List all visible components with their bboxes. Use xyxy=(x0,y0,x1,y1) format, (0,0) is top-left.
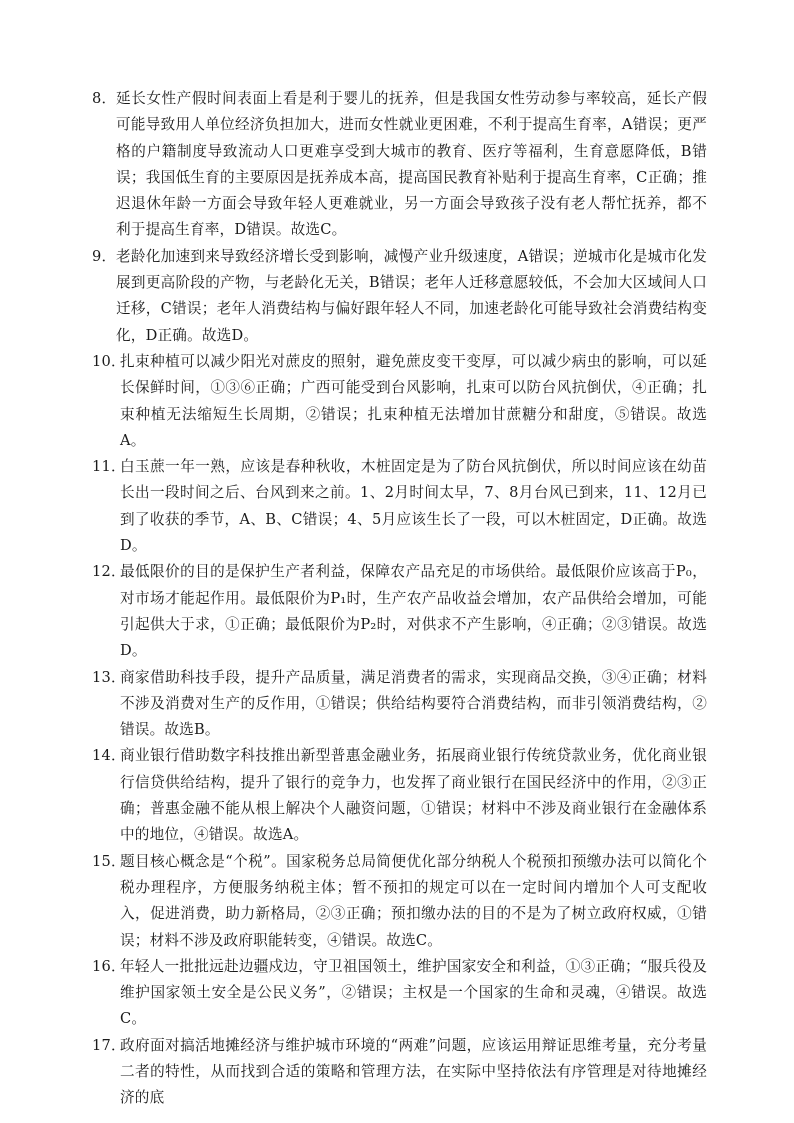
answer-number: 14． xyxy=(92,747,126,765)
answer-item-11 xyxy=(92,454,707,559)
answer-text: 白玉蔗一年一熟，应该是春种秋收，木桩固定是为了防台风抗倒伏，所以时间应该在幼苗长出一段时间之后、台风到来之前。1、2月时间太早，7、8月台风已到来，11、12月已到了收获的季节，A、B、C错误；4、5月应该生长了一段，可以木桩固定，D正确。故选D。 xyxy=(120,458,707,555)
answer-text: 最低限价的目的是保护生产者利益，保障农产品充足的市场供给。最低限价应该高于P₀，对市场才能起作用。最低限价为P₁时，生产农产品收益会增加，农产品供给会增加，可能引起供大于求，①正确；最低限价为P₂时，对供求不产生影响，④正确；②③错误。故选D。 xyxy=(120,563,707,660)
answer-text: 政府面对搞活地摊经济与维护城市环境的“两难”问题，应该运用辩证思维考量，充分考量二者的特性，从而找到合适的策略和管理方法，在实际中坚持依法有序管理是对待地摊经济的底 xyxy=(120,1036,707,1107)
answer-text: 扎束种植可以减少阳光对蔗皮的照射，避免蔗皮变干变厚，可以减少病虫的影响，可以延长保鲜时间，①③⑥正确；广西可能受到台风影响，扎束可以防台风抗倒伏，④正确；扎束种植无法缩短生长周期，②错误；扎束种植无法增加甘蔗糖分和甜度，⑤错误。故选A。 xyxy=(120,352,707,449)
answer-item-9 xyxy=(92,244,707,349)
answer-item-16 xyxy=(92,954,707,1033)
answer-number: 12． xyxy=(92,563,126,581)
answer-text: 题目核心概念是“个税”。国家税务总局简便优化部分纳税人个税预扣预缴办法可以简化个税办理程序，方便服务纳税主体；暂不预扣的规定可以在一定时间内增加个人可支配收入，促进消费，助力新格局，②③正确；预扣缴办法的目的不是为了树立政府权威，①错误；材料不涉及政府职能转变，④错误。故选C。 xyxy=(120,852,707,949)
answer-text: 老龄化加速到来导致经济增长受到影响，减慢产业升级速度，A错误；逆城市化是城市化发展到更高阶段的产物，与老龄化无关，B错误；老年人迁移意愿较低，不会加大区域间人口迁移，C错误；老年人消费结构与偏好跟年轻人不同，加速老龄化可能导致社会消费结构变化，D正确。故选D。 xyxy=(116,247,707,344)
answer-text: 商业银行借助数字科技推出新型普惠金融业务，拓展商业银行传统贷款业务，优化商业银行信贷供给结构，提升了银行的竞争力，也发挥了商业银行在国民经济中的作用，②③正确；普惠金融不能从根上解决个人融资问题，①错误；材料中不涉及商业银行在金融体系中的地位，④错误。故选A。 xyxy=(120,747,707,844)
answer-item-10 xyxy=(92,349,707,454)
answer-item-8 xyxy=(92,86,707,244)
answer-text: 商家借助科技手段，提升产品质量，满足消费者的需求，实现商品交换，③④正确；材料不涉及消费对生产的反作用，①错误；供给结构要符合消费结构，而非引领消费结构，②错误。故选B。 xyxy=(120,668,707,739)
answer-explanations-list xyxy=(92,86,707,1112)
answer-number: 9． xyxy=(92,247,117,265)
answer-text: 延长女性产假时间表面上看是利于婴儿的抚养，但是我国女性劳动参与率较高，延长产假可能导致用人单位经济负担加大，进而女性就业更困难，不利于提高生育率，A错误；更严格的户籍制度导致流动人口更难享受到大城市的教育、医疗等福利，生育意愿降低，B错误；我国低生育的主要原因是抚养成本高，提高国民教育补贴利于提高生育率，C正确；推迟退休年龄一方面会导致年轻人更难就业，另一方面会导致孩子没有老人帮忙抚养，都不利于提高生育率，D错误。故选C。 xyxy=(116,90,707,239)
answer-number: 17． xyxy=(92,1036,126,1054)
answer-number: 8． xyxy=(92,90,117,107)
answer-number: 15． xyxy=(92,852,126,870)
answer-number: 16． xyxy=(92,957,126,975)
answer-item-15 xyxy=(92,849,707,954)
answer-item-12 xyxy=(92,559,707,664)
answer-item-17 xyxy=(92,1033,707,1112)
answer-text: 年轻人一批批远赴边疆戍边，守卫祖国领土，维护国家安全和利益，①③正确；“服兵役及维护国家领土安全是公民义务”，②错误；主权是一个国家的生命和灵魂，④错误。故选C。 xyxy=(120,957,707,1028)
answer-number: 13． xyxy=(92,668,126,686)
answer-item-13 xyxy=(92,665,707,744)
answer-number: 10． xyxy=(92,352,126,370)
answer-number: 11． xyxy=(92,458,126,476)
answer-item-14 xyxy=(92,743,707,848)
